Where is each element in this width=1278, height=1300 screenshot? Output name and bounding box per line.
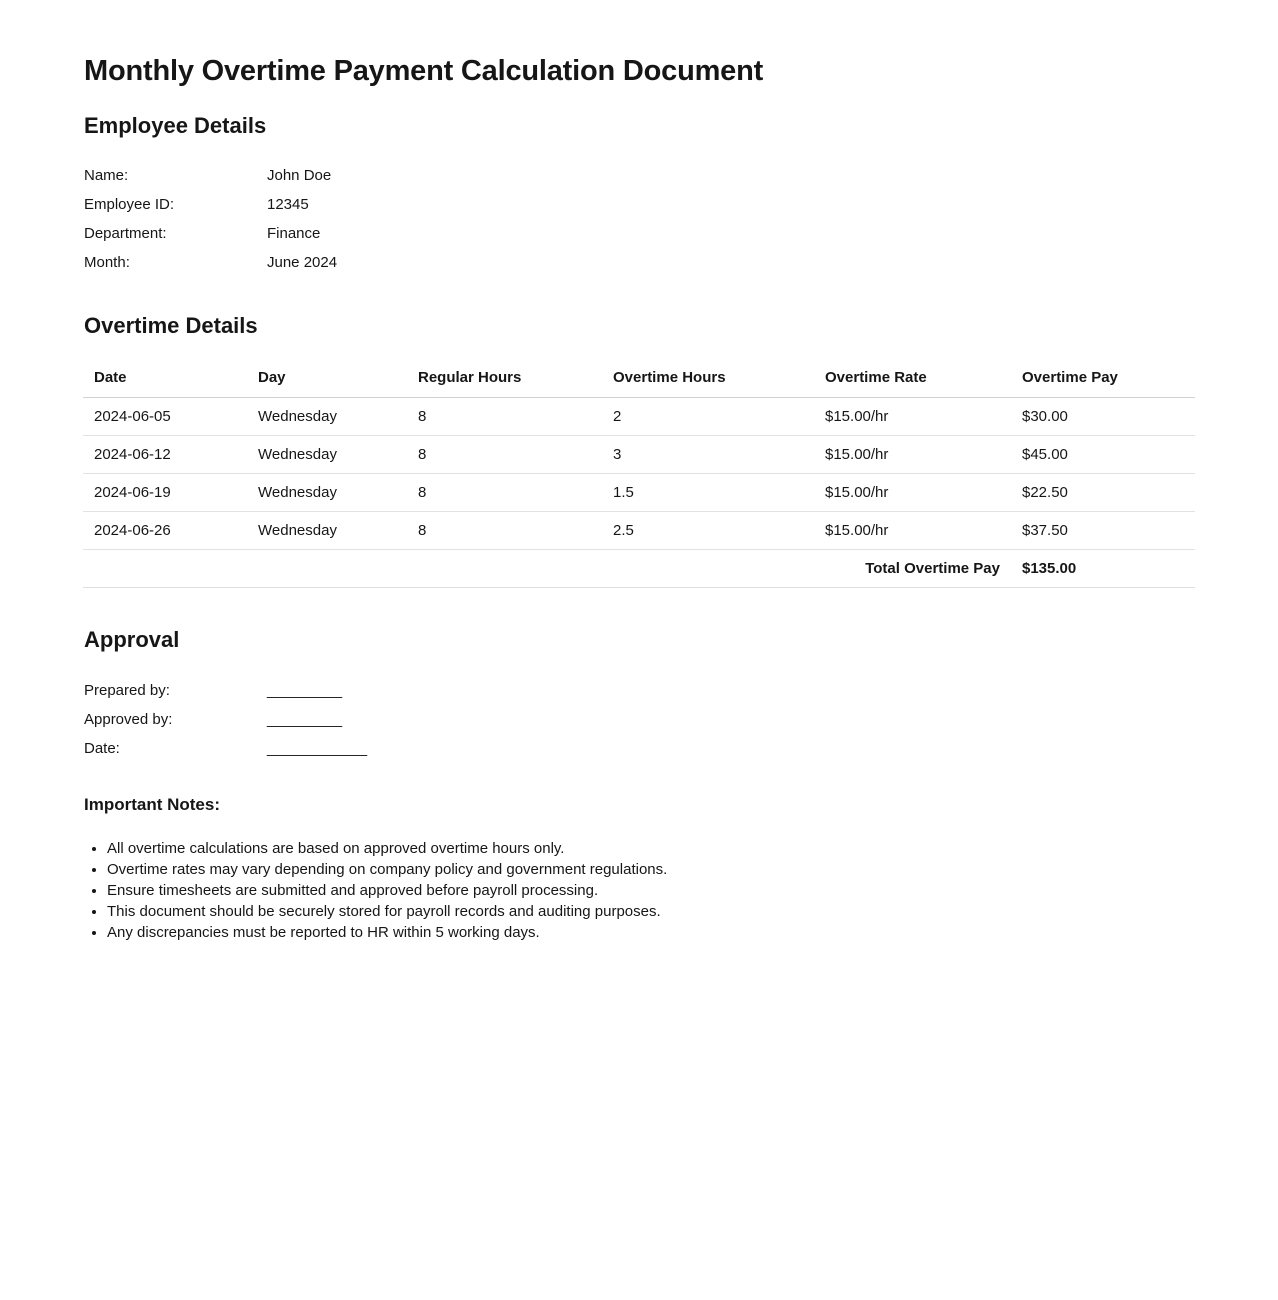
table-cell: $15.00/hr [814, 397, 1011, 435]
approval-heading: Approval [84, 626, 180, 652]
table-cell: 2 [602, 397, 814, 435]
table-cell: $15.00/hr [814, 511, 1011, 549]
table-cell: $30.00 [1011, 397, 1195, 435]
table-cell: 8 [407, 397, 602, 435]
employee-details-list [84, 161, 1278, 277]
note-item: • Overtime rates may vary depending on company policy and government regulations. [107, 859, 1278, 880]
table-cell: 3 [602, 435, 814, 473]
field-row [84, 219, 1278, 248]
table-cell-empty [247, 549, 407, 587]
table-cell: $15.00/hr [814, 473, 1011, 511]
field-row [84, 734, 1278, 763]
table-row [83, 473, 1195, 511]
total-overtime-pay-label: Total Overtime Pay [814, 549, 1011, 587]
total-row [83, 549, 1195, 587]
table-cell: Wednesday [247, 511, 407, 549]
table-cell: 2024-06-26 [83, 511, 247, 549]
table-cell: 2024-06-12 [83, 435, 247, 473]
table-cell: 8 [407, 435, 602, 473]
table-cell: $15.00/hr [814, 435, 1011, 473]
table-cell: Wednesday [247, 473, 407, 511]
note-item: • All overtime calculations are based on approved overtime hours only. [107, 838, 1278, 859]
note-item: • Ensure timesheets are submitted and approved before payroll processing. [107, 880, 1278, 901]
field-label: Date: [84, 739, 120, 757]
field-row [84, 676, 1278, 705]
overtime-table [83, 358, 1195, 588]
field-value: _________ [267, 681, 343, 699]
table-cell: 8 [407, 473, 602, 511]
table-cell: $45.00 [1011, 435, 1195, 473]
notes-list [84, 838, 1278, 943]
column-header: Date [83, 358, 247, 398]
table-row [83, 397, 1195, 435]
field-label: Employee ID: [84, 196, 175, 214]
field-label: Department: [84, 225, 167, 243]
table-row [83, 511, 1195, 549]
overtime-details-heading: Overtime Details [84, 313, 258, 339]
table-cell: Wednesday [247, 435, 407, 473]
field-value: Finance [267, 225, 321, 243]
table-header-row [83, 358, 1195, 398]
table-cell: 8 [407, 511, 602, 549]
table-cell: 1.5 [602, 473, 814, 511]
note-item: • This document should be securely stored for payroll records and auditing purposes. [107, 901, 1278, 922]
field-value: ____________ [267, 739, 368, 757]
column-header: Overtime Hours [602, 358, 814, 398]
approval-list [84, 676, 1278, 763]
notes-heading: Important Notes: [84, 794, 220, 814]
total-overtime-pay-value: $135.00 [1011, 549, 1195, 587]
field-row [84, 248, 1278, 277]
field-value: _________ [267, 710, 343, 728]
column-header: Day [247, 358, 407, 398]
field-label: Month: [84, 254, 130, 272]
table-cell: 2024-06-05 [83, 397, 247, 435]
field-row [84, 190, 1278, 219]
field-row [84, 161, 1278, 190]
table-cell-empty [407, 549, 602, 587]
field-row [84, 705, 1278, 734]
table-cell-empty [602, 549, 814, 587]
table-cell: 2.5 [602, 511, 814, 549]
field-value: John Doe [267, 167, 332, 185]
field-value: 12345 [267, 196, 309, 214]
field-label: Name: [84, 167, 129, 185]
column-header: Regular Hours [407, 358, 602, 398]
table-cell-empty [83, 549, 247, 587]
field-label: Approved by: [84, 710, 173, 728]
note-item: • Any discrepancies must be reported to HR within 5 working days. [107, 922, 1278, 943]
employee-details-heading: Employee Details [84, 112, 267, 138]
table-row [83, 435, 1195, 473]
table-cell: Wednesday [247, 397, 407, 435]
table-cell: $22.50 [1011, 473, 1195, 511]
column-header: Overtime Rate [814, 358, 1011, 398]
column-header: Overtime Pay [1011, 358, 1195, 398]
page-title: Monthly Overtime Payment Calculation Document [84, 55, 764, 87]
table-cell: 2024-06-19 [83, 473, 247, 511]
table-cell: $37.50 [1011, 511, 1195, 549]
field-value: June 2024 [267, 254, 338, 272]
field-label: Prepared by: [84, 681, 170, 699]
